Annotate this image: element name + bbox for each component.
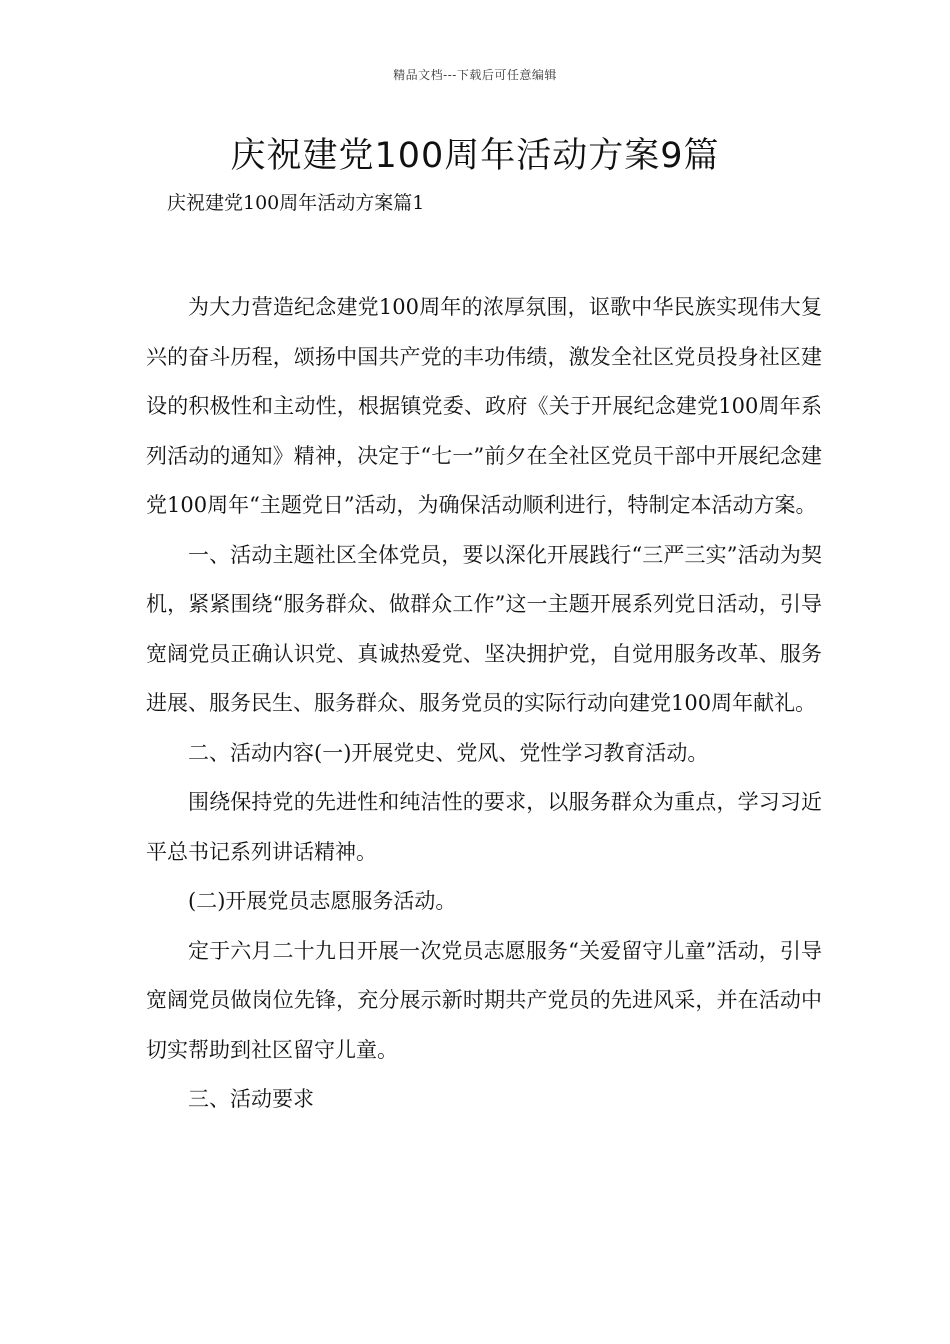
paragraph-theme: 一、活动主题社区全体党员，要以深化开展践行“三严三实”活动为契机，紧紧围绕“服务群众、做群众工作”这一主题开展系列党日活动，引导宽阔党员正确认识党、真诚热爱党、坚决拥护党，自觉用服务改革、服务进展、服务民生、服务群众、服务党员的实际行动向建党100周年献礼。	[146, 542, 822, 715]
paragraph-volunteer-heading: (二)开展党员志愿服务活动。	[188, 889, 457, 913]
section-subtitle: 庆祝建党100周年活动方案篇1	[167, 192, 425, 214]
paragraph-volunteer: 定于六月二十九日开展一次党员志愿服务“关爱留守儿童”活动，引导宽阔党员做岗位先锋，充分展示新时期共产党员的先进风采，并在活动中切实帮助到社区留守儿童。	[146, 938, 822, 1062]
paragraph-content-heading: 二、活动内容(一)开展党史、党风、党性学习教育活动。	[188, 740, 709, 765]
paragraph-requirements-heading: 三、活动要求	[188, 1087, 314, 1111]
paragraph-study: 围绕保持党的先进性和纯洁性的要求，以服务群众为重点，学习习近平总书记系列讲话精神。	[146, 790, 822, 864]
paragraph-intro: 为大力营造纪念建党100周年的浓厚氛围，讴歌中华民族实现伟大复兴的奋斗历程，颂扬中国共产党的丰功伟绩，激发全社区党员投身社区建设的积极性和主动性，根据镇党委、政府《关于开展纪念建党100周年系列活动的通知》精神，决定于“七一”前夕在全社区党员干部中开展纪念建党100周年“主题党日”活动，为确保活动顺利进行，特制定本活动方案。	[146, 295, 822, 517]
document-title: 庆祝建党100周年活动方案9篇	[230, 136, 720, 176]
header-note: 精品文档---下载后可任意编辑	[393, 68, 557, 82]
body-text	[146, 283, 822, 1125]
